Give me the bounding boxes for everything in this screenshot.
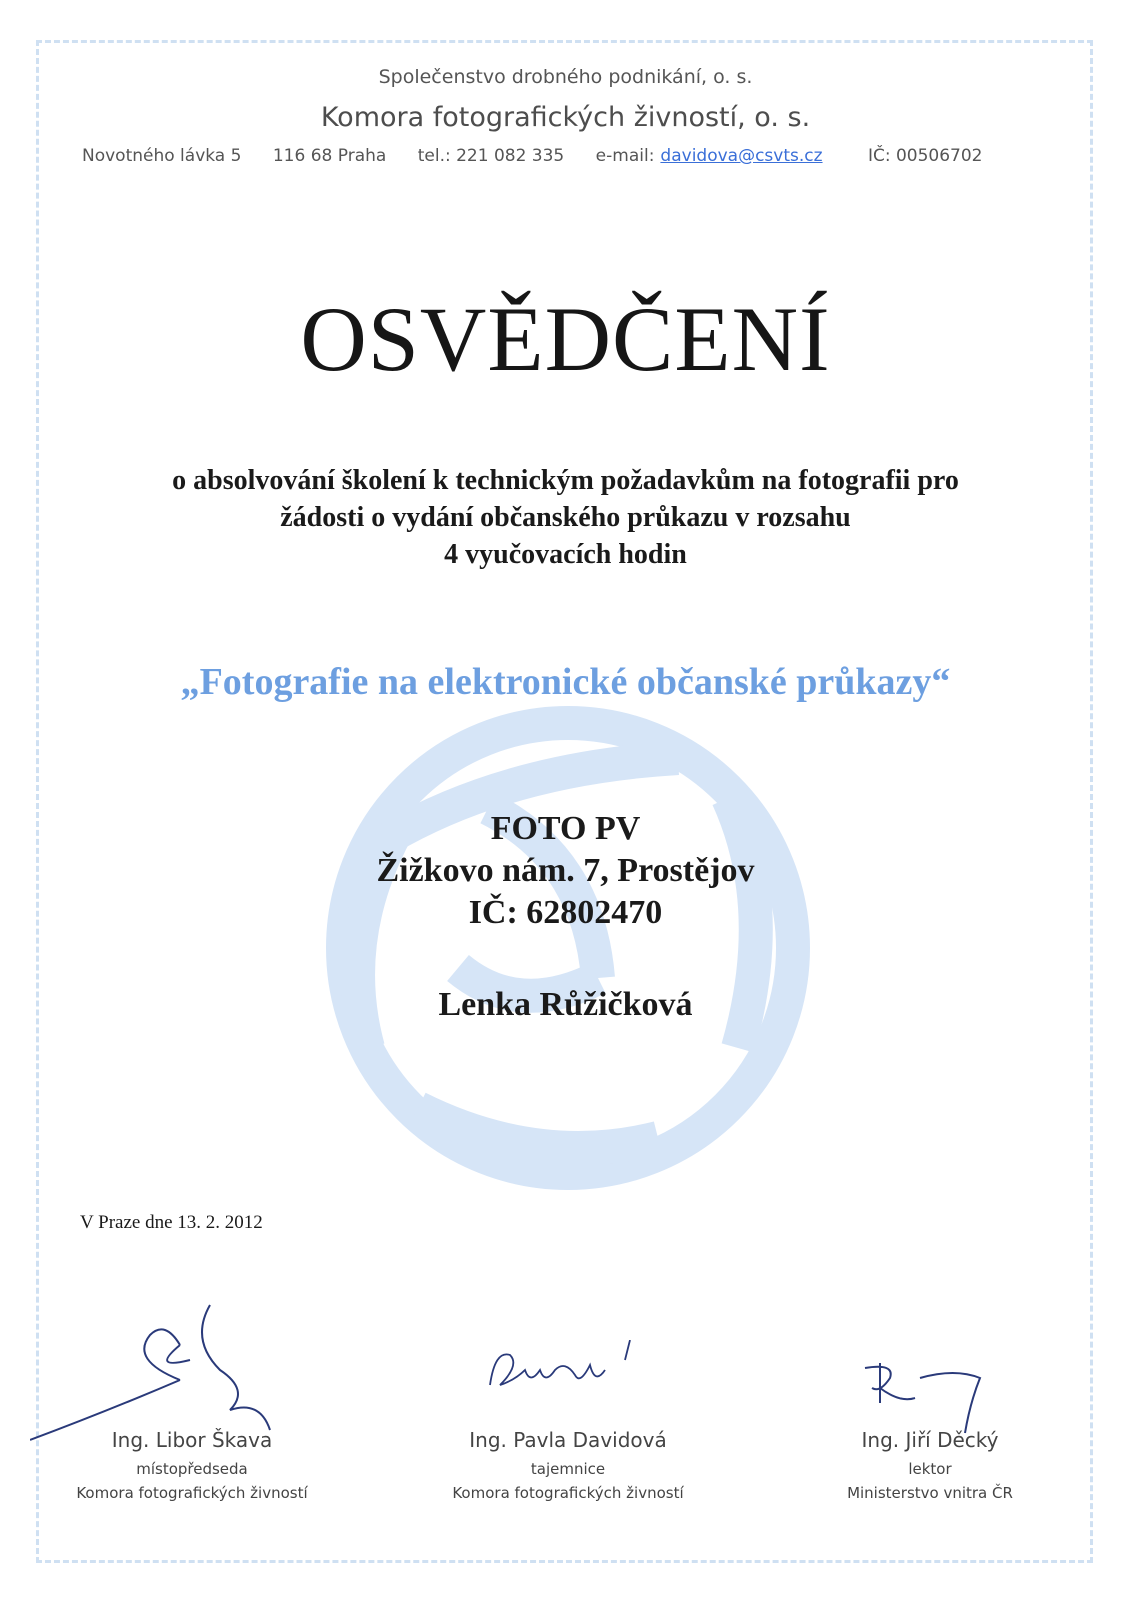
signature-block-2 bbox=[418, 1428, 718, 1502]
contact-line bbox=[82, 146, 1009, 166]
person-name: Lenka Růžičková bbox=[438, 986, 693, 1023]
org-name-line2: Komora fotografických živností, o. s. bbox=[320, 102, 811, 133]
place-date: V Praze dne 13. 2. 2012 bbox=[80, 1212, 263, 1233]
email-group bbox=[596, 146, 823, 166]
company-address: Žižkovo nám. 7, Prostějov bbox=[376, 852, 755, 889]
signature-block-3 bbox=[780, 1428, 1080, 1502]
document-title: OSVĚDČENÍ bbox=[300, 288, 831, 390]
intro-text bbox=[0, 462, 1131, 573]
signer-name: Ing. Pavla Davidová bbox=[469, 1428, 667, 1452]
course-title: „Fotografie na elektronické občanské průkazy“ bbox=[180, 661, 951, 703]
org-name-line1: Společenstvo drobného podnikání, o. s. bbox=[378, 66, 753, 88]
signer-org: Komora fotografických živností bbox=[76, 1484, 308, 1502]
signature-davidova bbox=[480, 1340, 650, 1400]
intro-line-1: o absolvování školení k technickým požadavkům na fotografii pro bbox=[172, 465, 959, 496]
org-ic: IČ: 00506702 bbox=[867, 146, 983, 166]
signer-org: Ministerstvo vnitra ČR bbox=[847, 1484, 1013, 1502]
email-link[interactable]: davidova@csvts.cz bbox=[660, 146, 823, 166]
intro-line-2: žádosti o vydání občanského průkazu v rozsahu bbox=[280, 502, 851, 533]
intro-line-3: 4 vyučovacích hodin bbox=[444, 539, 687, 570]
signer-role: lektor bbox=[908, 1460, 952, 1478]
address: Novotného lávka 5 bbox=[82, 146, 242, 166]
city: 116 68 Praha bbox=[272, 146, 387, 166]
company-block bbox=[0, 808, 1131, 934]
signer-name: Ing. Jiří Děcký bbox=[861, 1428, 999, 1452]
signer-name: Ing. Libor Škava bbox=[111, 1428, 273, 1452]
signature-decky bbox=[860, 1358, 1020, 1438]
company-name: FOTO PV bbox=[490, 810, 641, 847]
signature-block-1 bbox=[42, 1428, 342, 1502]
email-label: e-mail: bbox=[595, 146, 655, 166]
signer-org: Komora fotografických živností bbox=[452, 1484, 684, 1502]
phone: tel.: 221 082 335 bbox=[417, 146, 565, 166]
company-ic: IČ: 62802470 bbox=[468, 894, 663, 931]
aperture-watermark bbox=[258, 688, 878, 1208]
signer-role: místopředseda bbox=[136, 1460, 248, 1478]
signer-role: tajemnice bbox=[530, 1460, 606, 1478]
